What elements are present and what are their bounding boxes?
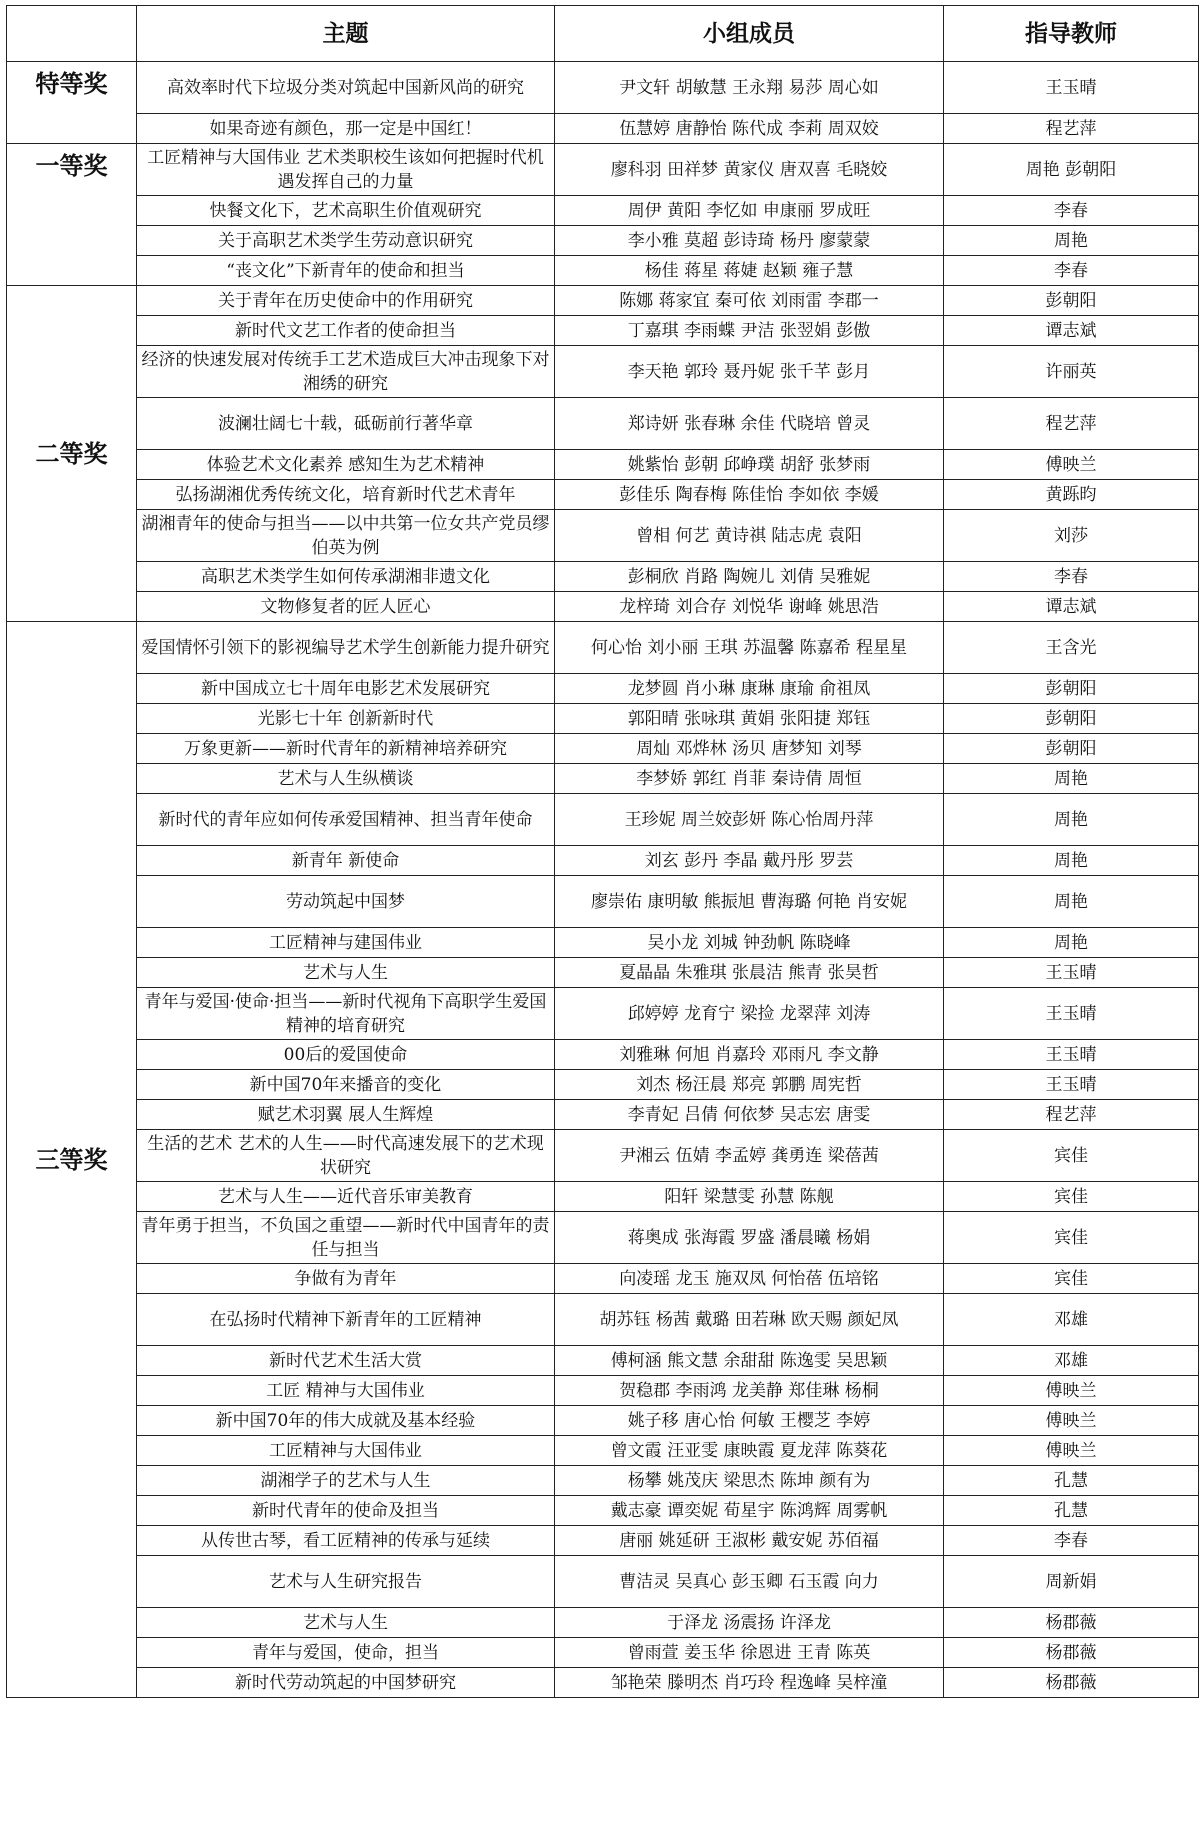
- table-row: [7, 1040, 1199, 1070]
- teacher-cell: 彭朝阳: [944, 286, 1199, 316]
- table-row: [7, 958, 1199, 988]
- table-row: [7, 674, 1199, 704]
- topic-cell: 湖湘青年的使命与担当——以中共第一位女共产党员缪伯英为例: [137, 510, 555, 562]
- topic-cell: 新时代文艺工作者的使命担当: [137, 316, 555, 346]
- members-cell: 姚子移 唐心怡 何敏 王樱芝 李婷: [555, 1406, 944, 1436]
- table-body: [7, 62, 1199, 1698]
- topic-cell: 从传世古琴，看工匠精神的传承与延续: [137, 1526, 555, 1556]
- topic-cell: 00后的爱国使命: [137, 1040, 555, 1070]
- members-cell: 贺稳郡 李雨鸿 龙美静 郑佳琳 杨桐: [555, 1376, 944, 1406]
- members-cell: 李梦娇 郭红 肖菲 秦诗倩 周恒: [555, 764, 944, 794]
- table-row: [7, 1668, 1199, 1698]
- table-row: [7, 1526, 1199, 1556]
- topic-cell: 新青年 新使命: [137, 846, 555, 876]
- members-cell: 吴小龙 刘城 钟劲帆 陈晓峰: [555, 928, 944, 958]
- members-cell: 邹艳荣 滕明杰 肖巧玲 程逸峰 吴梓潼: [555, 1668, 944, 1698]
- topic-cell: 关于青年在历史使命中的作用研究: [137, 286, 555, 316]
- table-row: [7, 316, 1199, 346]
- table-row: [7, 1376, 1199, 1406]
- members-cell: 曾相 何艺 黄诗祺 陆志虎 袁阳: [555, 510, 944, 562]
- teacher-cell: 傅映兰: [944, 450, 1199, 480]
- teacher-cell: 宾佳: [944, 1264, 1199, 1294]
- teacher-cell: 王玉晴: [944, 988, 1199, 1040]
- table-row: [7, 794, 1199, 846]
- teacher-cell: 刘莎: [944, 510, 1199, 562]
- members-cell: 丁嘉琪 李雨蝶 尹洁 张翌娟 彭傲: [555, 316, 944, 346]
- teacher-cell: 周艳: [944, 876, 1199, 928]
- topic-cell: 高职艺术类学生如何传承湖湘非遗文化: [137, 562, 555, 592]
- table-row: [7, 928, 1199, 958]
- members-cell: 于泽龙 汤震扬 许泽龙: [555, 1608, 944, 1638]
- topic-cell: 快餐文化下，艺术高职生价值观研究: [137, 196, 555, 226]
- header-row: [7, 6, 1199, 62]
- teacher-cell: 孔慧: [944, 1496, 1199, 1526]
- members-cell: 李天艳 郭玲 聂丹妮 张千芊 彭月: [555, 346, 944, 398]
- table-row: [7, 480, 1199, 510]
- teacher-cell: 谭志斌: [944, 592, 1199, 622]
- members-cell: 唐丽 姚延研 王淑彬 戴安妮 苏佰福: [555, 1526, 944, 1556]
- table-row: [7, 510, 1199, 562]
- topic-cell: 艺术与人生——近代音乐审美教育: [137, 1182, 555, 1212]
- members-cell: 廖科羽 田祥梦 黄家仪 唐双喜 毛晓姣: [555, 144, 944, 196]
- members-cell: 周伊 黄阳 李忆如 申康丽 罗成旺: [555, 196, 944, 226]
- teacher-cell: 周艳: [944, 764, 1199, 794]
- topic-cell: 经济的快速发展对传统手工艺术造成巨大冲击现象下对湘绣的研究: [137, 346, 555, 398]
- members-cell: 曾雨萱 姜玉华 徐恩进 王青 陈英: [555, 1638, 944, 1668]
- topic-cell: 艺术与人生: [137, 958, 555, 988]
- members-cell: 廖崇佑 康明敏 熊振旭 曹海璐 何艳 肖安妮: [555, 876, 944, 928]
- members-cell: 胡苏钰 杨茜 戴璐 田若琳 欧天赐 颜妃凤: [555, 1294, 944, 1346]
- teacher-cell: 王玉晴: [944, 958, 1199, 988]
- teacher-cell: 王含光: [944, 622, 1199, 674]
- teacher-cell: 邓雄: [944, 1294, 1199, 1346]
- teacher-cell: 黄跞昀: [944, 480, 1199, 510]
- awards-table: [6, 5, 1199, 1698]
- table-row: [7, 988, 1199, 1040]
- topic-cell: 艺术与人生研究报告: [137, 1556, 555, 1608]
- topic-cell: 体验艺术文化素养 感知生为艺术精神: [137, 450, 555, 480]
- table-row: [7, 1406, 1199, 1436]
- members-cell: 王珍妮 周兰姣彭妍 陈心怡周丹萍: [555, 794, 944, 846]
- topic-cell: 生活的艺术 艺术的人生——时代高速发展下的艺术现状研究: [137, 1130, 555, 1182]
- award-level-cell: 二等奖: [7, 286, 137, 622]
- table-row: [7, 62, 1199, 114]
- topic-cell: 新时代劳动筑起的中国梦研究: [137, 1668, 555, 1698]
- topic-cell: 湖湘学子的艺术与人生: [137, 1466, 555, 1496]
- members-cell: 郭阳晴 张咏琪 黄娟 张阳捷 郑钰: [555, 704, 944, 734]
- table-row: [7, 1466, 1199, 1496]
- members-cell: 向凌瑶 龙玉 施双凤 何怡蓓 伍培铭: [555, 1264, 944, 1294]
- topic-cell: 新中国70年的伟大成就及基本经验: [137, 1406, 555, 1436]
- members-cell: 杨佳 蒋星 蒋婕 赵颖 雍子慧: [555, 256, 944, 286]
- members-cell: 夏晶晶 朱雅琪 张晨洁 熊青 张昊哲: [555, 958, 944, 988]
- table-row: [7, 764, 1199, 794]
- members-cell: 戴志豪 谭奕妮 荀星宇 陈鸿辉 周雾帆: [555, 1496, 944, 1526]
- table-row: [7, 622, 1199, 674]
- topic-cell: 新中国70年来播音的变化: [137, 1070, 555, 1100]
- table-row: [7, 144, 1199, 196]
- award-level-cell: 三等奖: [7, 622, 137, 1698]
- topic-cell: 弘扬湖湘优秀传统文化，培育新时代艺术青年: [137, 480, 555, 510]
- teacher-cell: 宾佳: [944, 1182, 1199, 1212]
- header-teacher: 指导教师: [944, 6, 1199, 62]
- members-cell: 杨攀 姚茂庆 梁思杰 陈坤 颜有为: [555, 1466, 944, 1496]
- teacher-cell: 许丽英: [944, 346, 1199, 398]
- topic-cell: 光影七十年 创新新时代: [137, 704, 555, 734]
- topic-cell: 工匠精神与建国伟业: [137, 928, 555, 958]
- table-row: [7, 1212, 1199, 1264]
- table-row: [7, 1294, 1199, 1346]
- topic-cell: 新时代青年的使命及担当: [137, 1496, 555, 1526]
- award-level-cell: 特等奖: [7, 62, 137, 144]
- topic-cell: 劳动筑起中国梦: [137, 876, 555, 928]
- header-members: 小组成员: [555, 6, 944, 62]
- members-cell: 周灿 邓烨林 汤贝 唐梦知 刘琴: [555, 734, 944, 764]
- topic-cell: 爱国情怀引领下的影视编导艺术学生创新能力提升研究: [137, 622, 555, 674]
- topic-cell: 工匠精神与大国伟业 艺术类职校生该如何把握时代机遇发挥自己的力量: [137, 144, 555, 196]
- table-row: [7, 256, 1199, 286]
- topic-cell: 关于高职艺术类学生劳动意识研究: [137, 226, 555, 256]
- teacher-cell: 王玉晴: [944, 1040, 1199, 1070]
- topic-cell: 新时代艺术生活大赏: [137, 1346, 555, 1376]
- teacher-cell: 周艳: [944, 226, 1199, 256]
- table-row: [7, 592, 1199, 622]
- topic-cell: 青年与爱国·使命·担当——新时代视角下高职学生爱国精神的培育研究: [137, 988, 555, 1040]
- members-cell: 伍慧婷 唐静怡 陈代成 李莉 周双姣: [555, 114, 944, 144]
- teacher-cell: 谭志斌: [944, 316, 1199, 346]
- topic-cell: 青年与爱国，使命，担当: [137, 1638, 555, 1668]
- teacher-cell: 周艳: [944, 794, 1199, 846]
- members-cell: 龙梦圆 肖小琳 康琳 康瑜 俞祖凤: [555, 674, 944, 704]
- table-row: [7, 1436, 1199, 1466]
- table-row: [7, 450, 1199, 480]
- table-row: [7, 226, 1199, 256]
- teacher-cell: 傅映兰: [944, 1436, 1199, 1466]
- teacher-cell: 宾佳: [944, 1130, 1199, 1182]
- table-row: [7, 704, 1199, 734]
- topic-cell: 万象更新——新时代青年的新精神培养研究: [137, 734, 555, 764]
- teacher-cell: 傅映兰: [944, 1376, 1199, 1406]
- table-row: [7, 196, 1199, 226]
- table-row: [7, 1182, 1199, 1212]
- table-row: [7, 562, 1199, 592]
- teacher-cell: 孔慧: [944, 1466, 1199, 1496]
- award-level-cell: 一等奖: [7, 144, 137, 286]
- topic-cell: 工匠 精神与大国伟业: [137, 1376, 555, 1406]
- teacher-cell: 邓雄: [944, 1346, 1199, 1376]
- members-cell: 郑诗妍 张春琳 余佳 代晓培 曾灵: [555, 398, 944, 450]
- members-cell: 曾文霞 汪亚雯 康映霞 夏龙萍 陈葵花: [555, 1436, 944, 1466]
- members-cell: 尹文轩 胡敏慧 王永翔 易莎 周心如: [555, 62, 944, 114]
- teacher-cell: 周艳: [944, 928, 1199, 958]
- teacher-cell: 周艳 彭朝阳: [944, 144, 1199, 196]
- teacher-cell: 周艳: [944, 846, 1199, 876]
- members-cell: 刘杰 杨汪晨 郑亮 郭鹏 周宪哲: [555, 1070, 944, 1100]
- members-cell: 蒋奥成 张海霞 罗盛 潘晨曦 杨娟: [555, 1212, 944, 1264]
- header-topic: 主题: [137, 6, 555, 62]
- teacher-cell: 李春: [944, 1526, 1199, 1556]
- table-row: [7, 734, 1199, 764]
- members-cell: 龙梓琦 刘合存 刘悦华 谢峰 姚思浩: [555, 592, 944, 622]
- members-cell: 何心怡 刘小丽 王琪 苏温馨 陈嘉希 程星星: [555, 622, 944, 674]
- members-cell: 李小雅 莫超 彭诗琦 杨丹 廖蒙蒙: [555, 226, 944, 256]
- table-row: [7, 1346, 1199, 1376]
- members-cell: 彭桐欣 肖路 陶婉儿 刘倩 吴雅妮: [555, 562, 944, 592]
- members-cell: 傅柯涵 熊文慧 余甜甜 陈逸雯 吴思颖: [555, 1346, 944, 1376]
- topic-cell: 艺术与人生纵横谈: [137, 764, 555, 794]
- table-row: [7, 346, 1199, 398]
- table-row: [7, 1100, 1199, 1130]
- topic-cell: 赋艺术羽翼 展人生辉煌: [137, 1100, 555, 1130]
- topic-cell: 艺术与人生: [137, 1608, 555, 1638]
- members-cell: 曹洁灵 吴真心 彭玉卿 石玉霞 向力: [555, 1556, 944, 1608]
- topic-cell: 新中国成立七十周年电影艺术发展研究: [137, 674, 555, 704]
- members-cell: 阳轩 梁慧雯 孙慧 陈舰: [555, 1182, 944, 1212]
- table-row: [7, 114, 1199, 144]
- teacher-cell: 李春: [944, 562, 1199, 592]
- teacher-cell: 李春: [944, 196, 1199, 226]
- topic-cell: 工匠精神与大国伟业: [137, 1436, 555, 1466]
- topic-cell: 青年勇于担当，不负国之重望——新时代中国青年的责任与担当: [137, 1212, 555, 1264]
- topic-cell: 文物修复者的匠人匠心: [137, 592, 555, 622]
- members-cell: 彭佳乐 陶春梅 陈佳怡 李如依 李媛: [555, 480, 944, 510]
- teacher-cell: 周新娟: [944, 1556, 1199, 1608]
- topic-cell: 高效率时代下垃圾分类对筑起中国新风尚的研究: [137, 62, 555, 114]
- table-row: [7, 398, 1199, 450]
- teacher-cell: 彭朝阳: [944, 734, 1199, 764]
- table-row: [7, 846, 1199, 876]
- topic-cell: “丧文化”下新青年的使命和担当: [137, 256, 555, 286]
- topic-cell: 新时代的青年应如何传承爱国精神、担当青年使命: [137, 794, 555, 846]
- table-row: [7, 1608, 1199, 1638]
- members-cell: 陈娜 蒋家宜 秦可依 刘雨雷 李郡一: [555, 286, 944, 316]
- table-row: [7, 1556, 1199, 1608]
- teacher-cell: 宾佳: [944, 1212, 1199, 1264]
- teacher-cell: 王玉晴: [944, 62, 1199, 114]
- teacher-cell: 程艺萍: [944, 398, 1199, 450]
- table-row: [7, 1638, 1199, 1668]
- members-cell: 尹湘云 伍婧 李孟婷 龚勇连 梁蓓茜: [555, 1130, 944, 1182]
- teacher-cell: 程艺萍: [944, 1100, 1199, 1130]
- members-cell: 李青妃 吕倩 何依梦 吴志宏 唐雯: [555, 1100, 944, 1130]
- teacher-cell: 杨郡薇: [944, 1608, 1199, 1638]
- table-row: [7, 1264, 1199, 1294]
- table-row: [7, 1070, 1199, 1100]
- teacher-cell: 傅映兰: [944, 1406, 1199, 1436]
- members-cell: 刘玄 彭丹 李晶 戴丹彤 罗芸: [555, 846, 944, 876]
- table-row: [7, 876, 1199, 928]
- teacher-cell: 杨郡薇: [944, 1668, 1199, 1698]
- table-row: [7, 1130, 1199, 1182]
- teacher-cell: 程艺萍: [944, 114, 1199, 144]
- teacher-cell: 李春: [944, 256, 1199, 286]
- members-cell: 邱婷婷 龙育宁 梁捡 龙翠萍 刘涛: [555, 988, 944, 1040]
- teacher-cell: 彭朝阳: [944, 704, 1199, 734]
- header-award: [7, 6, 137, 62]
- members-cell: 姚紫怡 彭朝 邱峥璞 胡舒 张梦雨: [555, 450, 944, 480]
- topic-cell: 波澜壮阔七十载，砥砺前行著华章: [137, 398, 555, 450]
- topic-cell: 在弘扬时代精神下新青年的工匠精神: [137, 1294, 555, 1346]
- teacher-cell: 杨郡薇: [944, 1638, 1199, 1668]
- topic-cell: 如果奇迹有颜色，那一定是中国红！: [137, 114, 555, 144]
- table-row: [7, 286, 1199, 316]
- topic-cell: 争做有为青年: [137, 1264, 555, 1294]
- members-cell: 刘雅琳 何旭 肖嘉玲 邓雨凡 李文静: [555, 1040, 944, 1070]
- teacher-cell: 彭朝阳: [944, 674, 1199, 704]
- teacher-cell: 王玉晴: [944, 1070, 1199, 1100]
- table-row: [7, 1496, 1199, 1526]
